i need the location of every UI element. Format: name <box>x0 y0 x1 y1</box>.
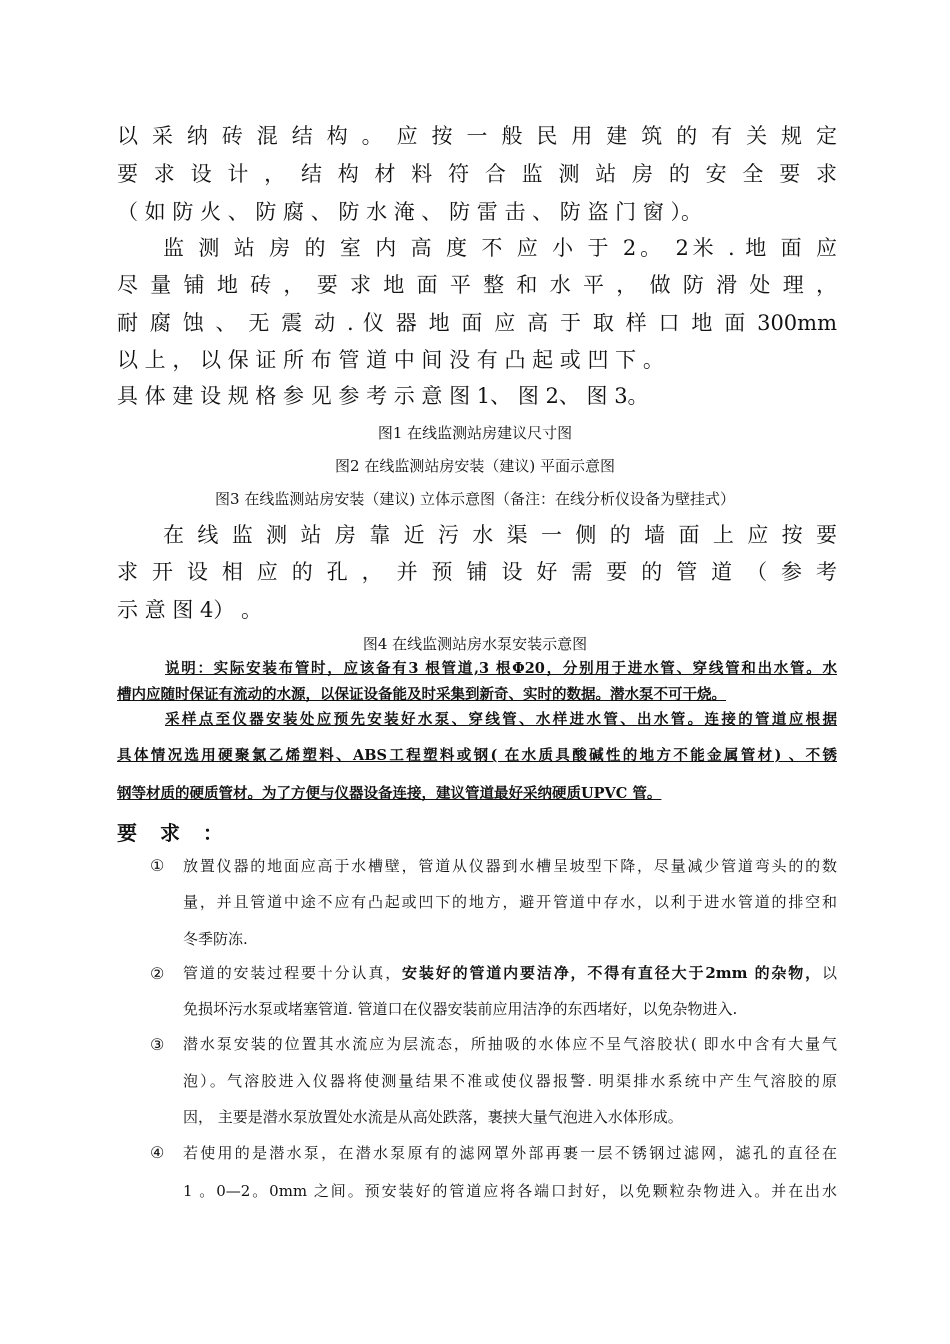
paragraph3-line-1: 在 线 监 测 站 房 靠 近 污 水 渠 一 侧 的 墙 面 上 应 按 要 <box>163 523 837 547</box>
figure-3-caption: 图3 在线监测站房安装（建议) 立体示意图（备注：在线分析仪设备为壁挂式） <box>215 490 735 508</box>
item-4-line-2: 1 。0—2。0mm 之间。预安装好的管道应将各端口封好，以免颗粒杂物进入。并在出水 <box>183 1182 837 1200</box>
paragraph1-line-2: 要 求 设 计 ， 结 构 材 料 符 合 监 测 站 房 的 安 全 要 求 <box>117 162 837 186</box>
note-line-1: 说明：实际安装布管时，应该备有3 根管道,3 根Φ20，分别用于进水管、穿线管和出水管。水 <box>165 660 837 677</box>
item-1-line-3: 冬季防冻. <box>183 930 248 948</box>
item-3-line-2: 泡）。气溶胶进入仪器将使测量结果不准或使仪器报警. 明渠排水系统中产生气溶胶的原 <box>183 1072 837 1090</box>
item-2-number: ② <box>150 964 165 983</box>
paragraph2-line-4: 以 上 ， 以 保 证 所 布 管 道 中 间 没 有 凸 起 或 凹 下 。 <box>117 348 664 372</box>
paragraph2-line-5: 具 体 建 设 规 格 参 见 参 考 示 意 图 1、 图 2、 图 3。 <box>117 384 649 408</box>
paragraph3-line-3: 示 意 图 4） 。 <box>117 598 263 622</box>
paragraph1-line-3: （ 如 防 火 、 防 腐 、 防 水 淹 、 防 雷 击 、 防 盗 门 窗 ）。 <box>117 200 703 224</box>
item-2-text-bold: 安装好的管道内要洁净，不得有直径大于2mm 的杂物， <box>402 964 822 982</box>
paragraph2-line-1: 监 测 站 房 的 室 内 高 度 不 应 小 于 2。 2米 . 地 面 应 <box>163 236 837 260</box>
paragraph2-line-3: 耐 腐 蚀 、 无 震 动 . 仪 器 地 面 应 高 于 取 样 口 地 面 300mm <box>117 311 837 335</box>
note-line-5: 钢等材质的硬质管材。为了方便与仪器设备连接，建议管道最好采纳硬质UPVC 管。 <box>117 785 662 802</box>
requirements-heading: 要 求 ： <box>117 821 231 845</box>
item-3-line-3: 因， 主要是潜水泵放置处水流是从高处跌落，裹挟大量气泡进入水体形成。 <box>183 1108 683 1126</box>
figure-1-caption: 图1 在线监测站房建议尺寸图 <box>377 424 573 442</box>
item-1-line-1: 放置仪器的地面应高于水槽壁，管道从仪器到水槽呈坡型下降，尽量减少管道弯头的的数 <box>183 857 837 875</box>
paragraph3-line-2: 求 开 设 相 应 的 孔 ， 并 预 铺 设 好 需 要 的 管 道 （ 参 考 <box>117 560 837 584</box>
note-line-4: 具体情况选用硬聚氯乙烯塑料、ABS工程塑料或钢( 在水质具酸碱性的地方不能金属管材) 、不锈 <box>117 747 837 764</box>
item-2-line-2: 免损坏污水泵或堵塞管道. 管道口在仪器安装前应用洁净的东西堵好，以免杂物进入. <box>183 1000 738 1018</box>
figure-4-caption: 图4 在线监测站房水泵安装示意图 <box>362 635 588 653</box>
item-4-number: ④ <box>150 1143 165 1162</box>
note-line-2: 槽内应随时保证有流动的水源，以保证设备能及时采集到新奇、实时的数据。潜水泵不可干烧。 <box>117 686 726 703</box>
item-3-line-1: 潜水泵安装的位置其水流应为层流态，所抽吸的水体应不呈气溶胶状( 即水中含有大量气 <box>183 1035 837 1053</box>
item-1-line-2: 量，并且管道中途不应有凸起或凹下的地方，避开管道中存水，以利于进水管道的排空和 <box>183 893 837 911</box>
figure-2-caption: 图2 在线监测站房安装（建议) 平面示意图 <box>335 457 615 475</box>
item-2-line-1 <box>183 962 837 984</box>
paragraph1-line-1: 以 采 纳 砖 混 结 构 。 应 按 一 般 民 用 建 筑 的 有 关 规 定 <box>117 124 837 148</box>
note-line-3: 采样点至仪器安装处应预先安装好水泵、穿线管、水样进水管、出水管。连接的管道应根据 <box>165 711 837 728</box>
item-4-line-1: 若使用的是潜水泵，在潜水泵原有的滤网罩外部再裹一层不锈钢过滤网，滤孔的直径在 <box>183 1144 837 1162</box>
item-1-number: ① <box>150 856 165 875</box>
item-3-number: ③ <box>150 1035 165 1054</box>
item-2-text-post: 以 <box>821 964 837 982</box>
item-2-text-pre: 管道的安装过程要十分认真， <box>183 964 403 982</box>
paragraph2-line-2: 尽 量 铺 地 砖 ， 要 求 地 面 平 整 和 水 平 ， 做 防 滑 处 理 ， <box>117 273 837 297</box>
